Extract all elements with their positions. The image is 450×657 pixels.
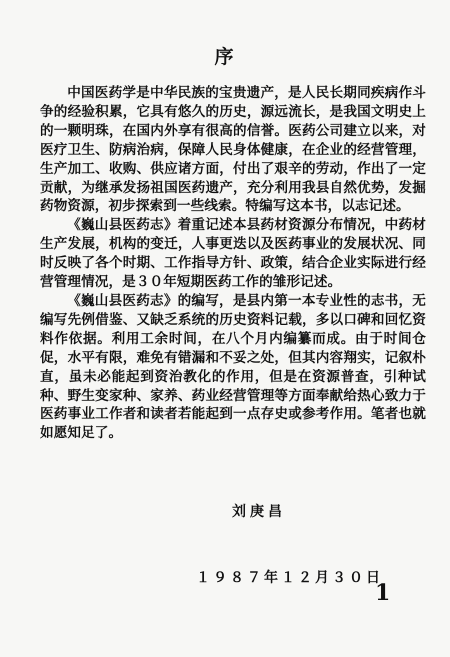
date-line: １９８７年１２月３０日 [196,570,383,586]
paragraph-2: 《巍山县医药志》着重记述本县药材资源分布情况，中药材生产发展，机构的变迁，人事更迭以及医药事业的发展状况、同时反映了各个时期、工作指导方针、政策，结合企业实际进行经营管理情况，是３０年短期医药工作的雏形记述。 [40,217,426,291]
page-number: 1 [375,580,391,606]
preface-body [40,84,426,443]
page-title: 序 [214,46,236,68]
paragraph-1: 中国医药学是中华民族的宝贵遗产，是人民长期同疾病作斗争的经验积累，它具有悠久的历史，源远流长，是我国文明史上的一颗明珠，在国内外享有很高的信誉。医药公司建立以来，对医疗卫生、防病治病，保障人民身体健康，在企业的经营管理，生产加工、收购、供应诸方面，付出了艰辛的劳动，作出了一定贡献，为继承发扬祖国医药遗产，充分利用我县自然优势，发掘药物资源，初步探索到一些线索。特编写这本书，以志记述。 [40,85,426,215]
paragraph-3: 《巍山县医药志》的编写，是县内第一本专业性的志书，无编写先例借鉴、又缺乏系统的历史资料记载，多以口碑和回忆资料作依据。利用工余时间，在八个月内编纂而成。由于时间仓促，水平有限，难免有错漏和不妥之处，但其内容翔实，记叙朴直，虽未必能起到资治教化的作用，但是在资源普查，引种试种、野生变家种、家养、药业经营管理等方面奉献给热心致力于医药事业工作者和读者若能起到一点存史或参考作用。笔者也就如愿知足了。 [40,292,426,442]
author-signature: 刘庚昌 [232,504,286,520]
